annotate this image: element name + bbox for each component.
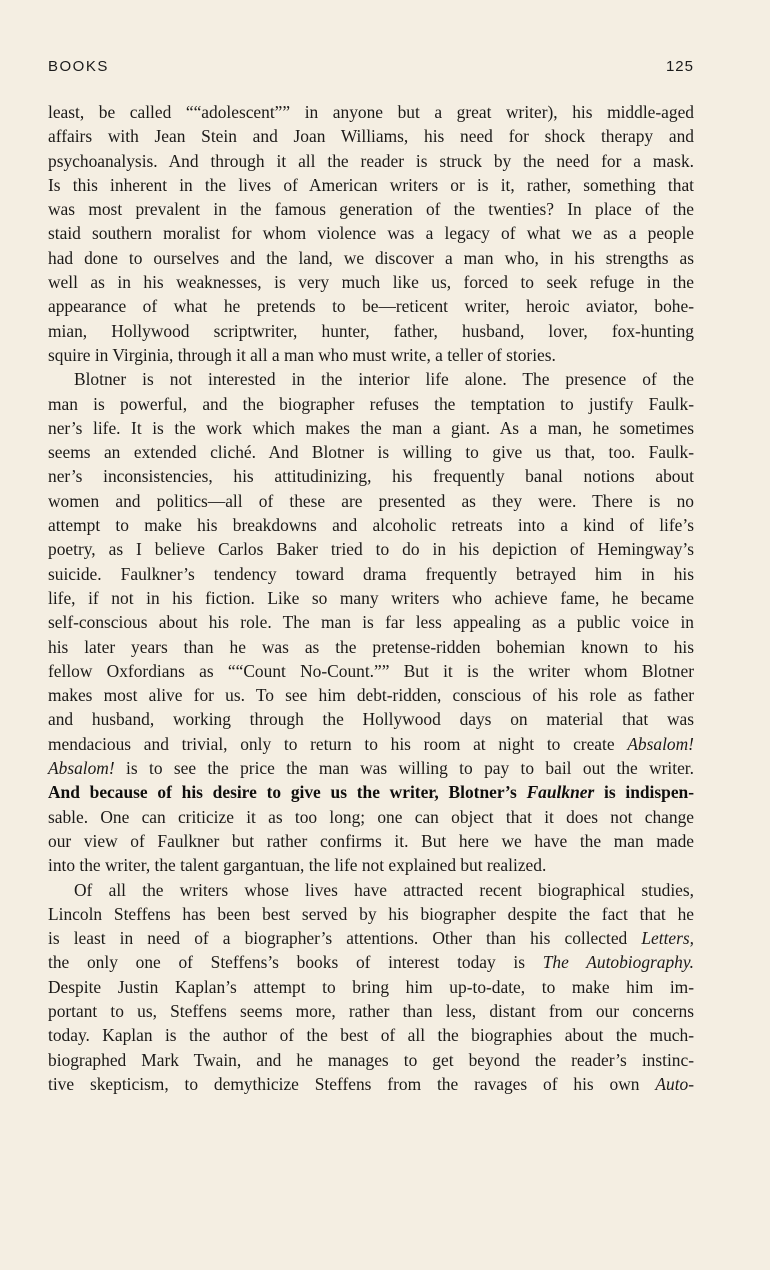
text-line (48, 513, 694, 537)
text-line (48, 829, 694, 853)
line-text: mendacious and trivial, only to return to his room at night to create (48, 733, 615, 754)
italic-title: Absalom! (627, 733, 694, 754)
text-line (48, 732, 694, 756)
line-text: was most prevalent in the famous generation of the twenties? In place of the (48, 199, 694, 220)
body-text (48, 100, 694, 1096)
text-line (48, 124, 694, 148)
line-text: affairs with Jean Stein and Joan Williams, his need for shock therapy and (48, 126, 694, 147)
text-line (48, 100, 694, 124)
line-text: portant to us, Steffens seems more, rather than less, distant from our concerns (48, 1000, 694, 1021)
text-line (48, 197, 694, 221)
text-line (48, 635, 694, 659)
text-line (48, 756, 694, 780)
line-text: Despite Justin Kaplan’s attempt to bring him up-to-date, to make him im- (48, 976, 694, 997)
line-text: is least in need of a biographer’s attentions. Other than his collected (48, 928, 628, 949)
line-text: is to see the price the man was willing to pay to bail out the writer. (126, 758, 694, 779)
line-text-after: is indispen- (604, 782, 695, 803)
text-line (48, 319, 694, 343)
line-text: his later years than he was as the pretense-ridden bohemian known to his (48, 636, 694, 657)
line-text: Blotner is not interested in the interior life alone. The presence of the (74, 369, 694, 390)
line-text: self-conscious about his role. The man is far less appealing as a public voice in (48, 612, 694, 633)
line-text: staid southern moralist for whom violence was a legacy of what we as a people (48, 223, 694, 244)
text-line (48, 392, 694, 416)
text-line (48, 683, 694, 707)
text-line (48, 659, 694, 683)
line-text: Is this inherent in the lives of American writers or is it, rather, something that (48, 174, 694, 195)
line-text: mian, Hollywood scriptwriter, hunter, father, husband, lover, fox-hunting (48, 320, 694, 341)
text-line (48, 950, 694, 974)
line-text: makes most alive for us. To see him debt-ridden, conscious of his role as father (48, 685, 694, 706)
line-text: least, be called ““adolescent”” in anyone but a great writer), his middle-aged (48, 102, 694, 122)
page-number: 125 (665, 58, 694, 75)
line-text: suicide. Faulkner’s tendency toward drama frequently betrayed him in his (48, 563, 694, 584)
text-line (48, 464, 694, 488)
line-text: well as in his weaknesses, is very much like us, forced to seek refuge in the (48, 272, 694, 293)
text-line (48, 586, 694, 610)
line-text: And because of his desire to give us the writer, Blotner’s (48, 782, 517, 803)
line-text: ner’s life. It is the work which makes the man a giant. As a man, he sometimes (48, 417, 694, 438)
italic-title: Letters, (641, 928, 694, 949)
text-line (48, 270, 694, 294)
text-line (48, 926, 694, 950)
line-text: our view of Faulkner but rather confirms it. But here we have the man made (48, 830, 694, 851)
line-text: into the writer, the talent gargantuan, the life not explained but realized. (48, 855, 547, 876)
text-line (48, 343, 694, 367)
line-text: attempt to make his breakdowns and alcoholic retreats into a kind of life’s (48, 515, 694, 536)
line-text: tive skepticism, to demythicize Steffens from the ravages of his own (48, 1073, 640, 1094)
section-title: BOOKS (48, 58, 109, 75)
text-line (48, 562, 694, 586)
running-head (48, 58, 694, 78)
line-text: sable. One can criticize it as too long; one can object that it does not change (48, 806, 694, 827)
text-line (48, 805, 694, 829)
text-line (48, 1072, 694, 1096)
italic-title: The Autobiography. (542, 952, 694, 973)
text-line (48, 707, 694, 731)
text-line (48, 246, 694, 270)
text-line (48, 221, 694, 245)
text-line (48, 149, 694, 173)
text-line (48, 367, 694, 391)
text-line (48, 780, 694, 804)
line-text: biographed Mark Twain, and he manages to get beyond the reader’s instinc- (48, 1049, 694, 1070)
italic-title: Auto- (655, 1073, 695, 1094)
line-text: squire in Virginia, through it all a man who must write, a teller of stories. (48, 344, 556, 365)
line-text: psychoanalysis. And through it all the reader is struck by the need for a mask. (48, 150, 694, 171)
line-text: and husband, working through the Hollywood days on material that was (48, 709, 694, 730)
text-line (48, 1048, 694, 1072)
text-line (48, 1023, 694, 1047)
line-text: Of all the writers whose lives have attracted recent biographical studies, (74, 879, 694, 900)
text-line (48, 610, 694, 634)
text-line (48, 902, 694, 926)
text-line (48, 489, 694, 513)
line-text: life, if not in his fiction. Like so many writers who achieve fame, he became (48, 587, 694, 608)
line-text: the only one of Steffens’s books of interest today is (48, 952, 526, 973)
text-line (48, 440, 694, 464)
text-line (48, 999, 694, 1023)
line-text: man is powerful, and the biographer refuses the temptation to justify Faulk- (48, 393, 694, 414)
line-text: appearance of what he pretends to be—reticent writer, heroic aviator, bohe- (48, 296, 694, 317)
text-line (48, 975, 694, 999)
line-text: had done to ourselves and the land, we discover a man who, in his strengths as (48, 247, 694, 268)
line-text: fellow Oxfordians as ““Count No-Count.”” But it is the writer whom Blotner (48, 660, 694, 681)
line-text: women and politics—all of these are presented as they were. There is no (48, 490, 694, 511)
text-line (48, 294, 694, 318)
italic-title: Faulkner (526, 782, 595, 803)
line-text: ner’s inconsistencies, his attitudinizing, his frequently banal notions about (48, 466, 694, 487)
text-line (48, 878, 694, 902)
line-text: Lincoln Steffens has been best served by his biographer despite the fact that he (48, 903, 694, 924)
line-text: poetry, as I believe Carlos Baker tried to do in his depiction of Hemingway’s (48, 539, 694, 560)
line-text: seems an extended cliché. And Blotner is willing to give us that, too. Faulk- (48, 442, 694, 463)
text-line (48, 173, 694, 197)
text-line (48, 416, 694, 440)
text-line (48, 537, 694, 561)
line-text: today. Kaplan is the author of the best of all the biographies about the much- (48, 1025, 694, 1046)
italic-title: Absalom! (48, 758, 115, 779)
text-line (48, 853, 694, 877)
